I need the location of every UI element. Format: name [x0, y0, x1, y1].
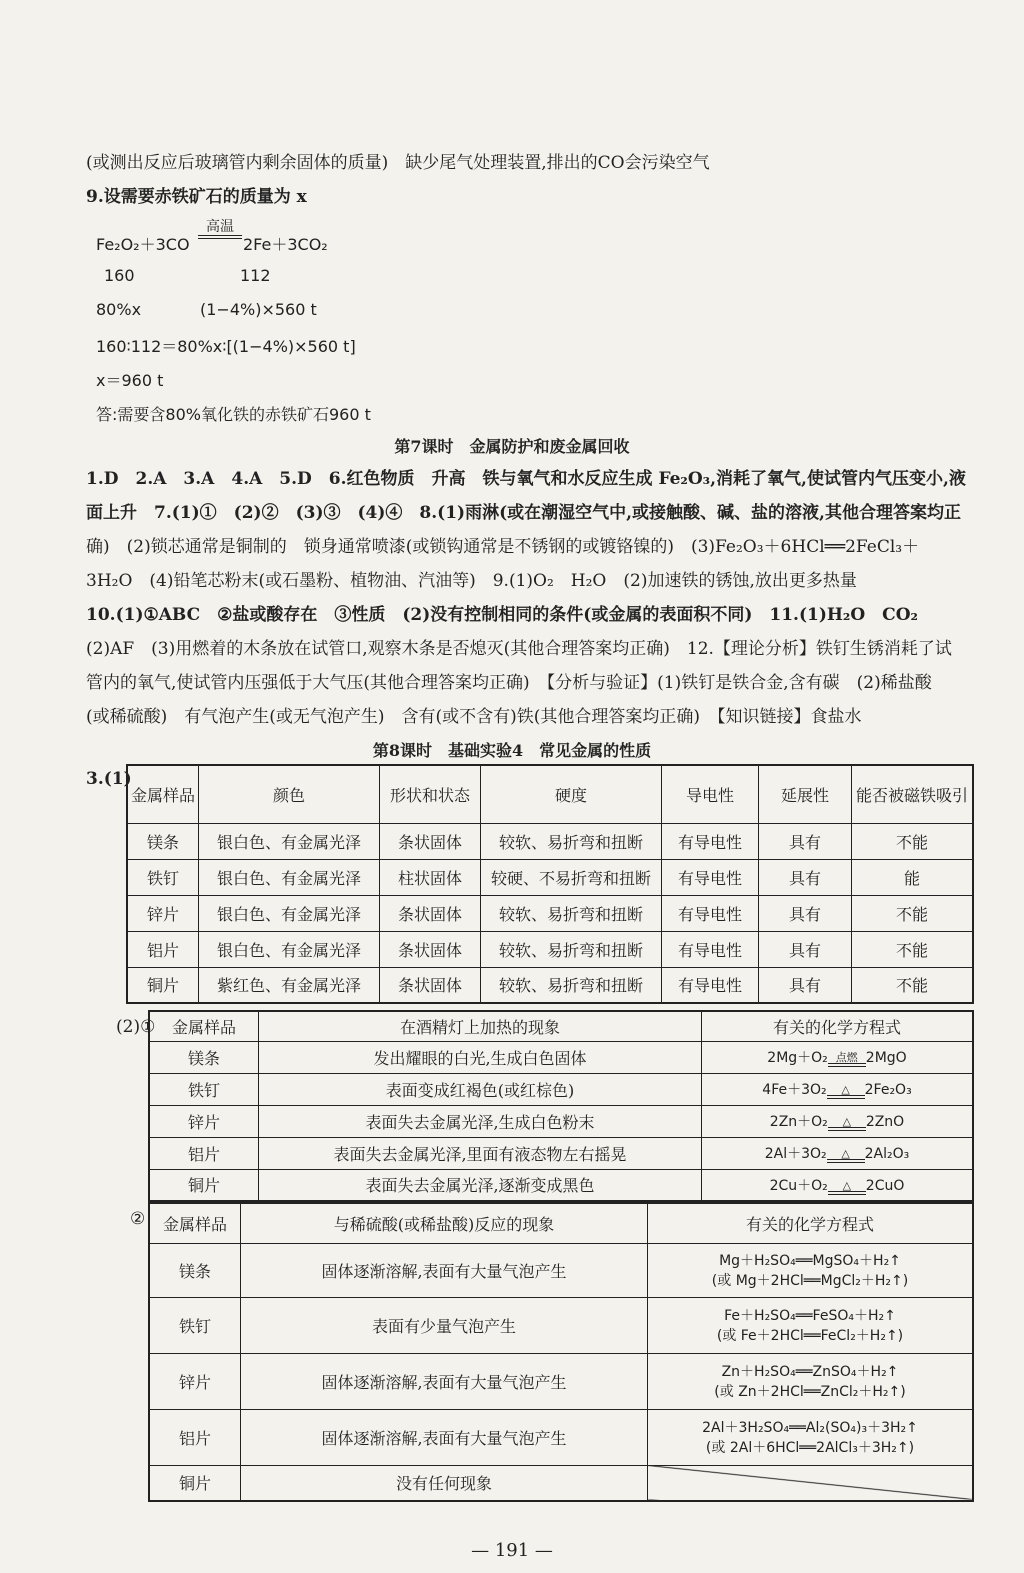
equation-cell: 2Al＋3O₂ △ 2Al₂O₃	[702, 1137, 974, 1169]
table-cell: 镁条	[127, 823, 199, 859]
table-row	[149, 1041, 973, 1073]
lesson-7-line: (2)AF (3)用燃着的木条放在试管口,观察木条是否熄灭(其他合理答案均正确) 12.【理论分析】铁钉生锈消耗了试	[86, 639, 952, 659]
table-row	[149, 1297, 973, 1353]
lesson-7-line: 10.(1)①ABC ②盐或酸存在 ③性质 (2)没有控制相同的条件(或金属的表面积不同) 11.(1)H₂O CO₂	[86, 605, 918, 625]
table-header: 金属样品	[127, 765, 199, 823]
ratio-equation: 160∶112＝80%x∶[(1−4%)×560 t]	[96, 337, 356, 356]
acid-reaction-table	[148, 1202, 974, 1502]
table-row	[149, 1137, 973, 1169]
table-cell: 条状固体	[380, 967, 481, 1003]
table-cell: 银白色、有金属光泽	[199, 931, 380, 967]
table-cell: 发出耀眼的白光,生成白色固体	[259, 1041, 702, 1073]
table-cell: 没有任何现象	[241, 1465, 648, 1501]
table-row	[149, 1073, 973, 1105]
heating-table	[148, 1010, 974, 1202]
table-cell: 表面有少量气泡产生	[241, 1297, 648, 1353]
table-header: 金属样品	[149, 1203, 241, 1243]
table-cell: 铜片	[149, 1465, 241, 1501]
table-cell: 镁条	[149, 1243, 241, 1297]
lesson-7-line: 确) (2)锁芯通常是铜制的 锁身通常喷漆(或锁钩通常是不锈钢的或镀铬镍的) (3)Fe₂O₃＋6HCl══2FeCl₃＋	[86, 537, 920, 557]
equation-cell: 2Zn＋O₂ △ 2ZnO	[702, 1105, 974, 1137]
table-header: 颜色	[199, 765, 380, 823]
table-cell: 具有	[759, 895, 852, 931]
empty-slash-cell	[648, 1465, 974, 1501]
table-header: 延展性	[759, 765, 852, 823]
table-header: 硬度	[481, 765, 662, 823]
table-row	[149, 1243, 973, 1297]
table-cell: 固体逐渐溶解,表面有大量气泡产生	[241, 1409, 648, 1465]
table-cell: 条状固体	[380, 823, 481, 859]
table-cell: 条状固体	[380, 895, 481, 931]
table-cell: 有导电性	[662, 931, 759, 967]
table-header: 有关的化学方程式	[648, 1203, 974, 1243]
page-number: — 191 —	[471, 1540, 553, 1561]
table-cell: 银白色、有金属光泽	[199, 823, 380, 859]
table-cell: 有导电性	[662, 895, 759, 931]
question-2b-label: ②	[130, 1209, 146, 1229]
reaction-condition: 高温	[198, 220, 242, 239]
table-cell: 铁钉	[127, 859, 199, 895]
table-cell: 有导电性	[662, 859, 759, 895]
table-cell: 铜片	[127, 967, 199, 1003]
table-cell: 不能	[852, 967, 974, 1003]
table-cell: 铁钉	[149, 1297, 241, 1353]
table-row	[127, 931, 973, 967]
table-cell: 较软、易折弯和扭断	[481, 931, 662, 967]
table-row	[149, 1169, 973, 1201]
result: x＝960 t	[96, 371, 164, 390]
table-cell: 柱状固体	[380, 859, 481, 895]
table-row	[149, 1465, 973, 1501]
table-cell: 具有	[759, 859, 852, 895]
table-cell: 不能	[852, 823, 974, 859]
equation-cell: 2Al＋3H₂SO₄══Al₂(SO₄)₃＋3H₂↑ (或 2Al＋6HCl══2AlCl₃＋3H₂↑)	[648, 1409, 974, 1465]
table-cell: 铝片	[149, 1409, 241, 1465]
lesson-7-line: 1.D 2.A 3.A 4.A 5.D 6.红色物质 升高 铁与氧气和水反应生成 Fe₂O₃,消耗了氧气,使试管内气压变小,液	[86, 469, 966, 489]
table-cell: 铜片	[149, 1169, 259, 1201]
table-cell: 能	[852, 859, 974, 895]
table-cell: 铝片	[149, 1137, 259, 1169]
table-header: 金属样品	[149, 1011, 259, 1041]
table-cell: 表面失去金属光泽,逐渐变成黑色	[259, 1169, 702, 1201]
lesson-7-title: 第7课时 金属防护和废金属回收	[394, 437, 630, 456]
table-cell: 表面失去金属光泽,里面有液态物左右摇晃	[259, 1137, 702, 1169]
equation-right: 2Fe＋3CO₂	[243, 235, 328, 254]
table-header: 有关的化学方程式	[702, 1011, 974, 1041]
table-cell: 表面失去金属光泽,生成白色粉末	[259, 1105, 702, 1137]
equation-cell: Zn＋H₂SO₄══ZnSO₄＋H₂↑ (或 Zn＋2HCl══ZnCl₂＋H₂↑)	[648, 1353, 974, 1409]
table-row	[127, 895, 973, 931]
equation-cell: Mg＋H₂SO₄══MgSO₄＋H₂↑ (或 Mg＋2HCl══MgCl₂＋H₂↑)	[648, 1243, 974, 1297]
table-cell: 较软、易折弯和扭断	[481, 823, 662, 859]
table-row	[149, 1353, 973, 1409]
table-cell: 较软、易折弯和扭断	[481, 895, 662, 931]
table-cell: 具有	[759, 967, 852, 1003]
table-cell: 不能	[852, 931, 974, 967]
table-row	[149, 1409, 973, 1465]
table-cell: 表面变成红褐色(或红棕色)	[259, 1073, 702, 1105]
properties-table	[126, 764, 974, 1004]
mass-iron: (1−4%)×560 t	[200, 300, 317, 319]
table-cell: 紫红色、有金属光泽	[199, 967, 380, 1003]
table-cell: 有导电性	[662, 967, 759, 1003]
table-cell: 固体逐渐溶解,表面有大量气泡产生	[241, 1243, 648, 1297]
equation-left: Fe₂O₂＋3CO	[96, 235, 190, 254]
molar-mass-2: 112	[240, 266, 271, 285]
table-cell: 较硬、不易折弯和扭断	[481, 859, 662, 895]
table-cell: 镁条	[149, 1041, 259, 1073]
mass-x: 80%x	[96, 300, 142, 319]
table-row	[127, 823, 973, 859]
answer-line-continuation: (或测出反应后玻璃管内剩余固体的质量) 缺少尾气处理装置,排出的CO会污染空气	[86, 153, 710, 173]
table-cell: 锌片	[149, 1105, 259, 1137]
table-cell: 银白色、有金属光泽	[199, 895, 380, 931]
equation-cell: 2Cu＋O₂ △ 2CuO	[702, 1169, 974, 1201]
table-cell: 有导电性	[662, 823, 759, 859]
table-cell: 不能	[852, 895, 974, 931]
table-cell: 铁钉	[149, 1073, 259, 1105]
question-9-intro: 9.设需要赤铁矿石的质量为 x	[86, 187, 307, 207]
equation-cell: 2Mg＋O₂ 点燃 2MgO	[702, 1041, 974, 1073]
table-header: 形状和状态	[380, 765, 481, 823]
table-row	[149, 1105, 973, 1137]
lesson-8-title: 第8课时 基础实验4 常见金属的性质	[372, 741, 652, 760]
question-3-label: 3.(1)	[86, 769, 132, 789]
table-header: 导电性	[662, 765, 759, 823]
table-cell: 具有	[759, 931, 852, 967]
table-header: 能否被磁铁吸引	[852, 765, 974, 823]
table-cell: 条状固体	[380, 931, 481, 967]
table-row	[127, 967, 973, 1003]
equation-cell: 4Fe＋3O₂ △ 2Fe₂O₃	[702, 1073, 974, 1105]
table-cell: 较软、易折弯和扭断	[481, 967, 662, 1003]
equation-cell: Fe＋H₂SO₄══FeSO₄＋H₂↑ (或 Fe＋2HCl══FeCl₂＋H₂↑)	[648, 1297, 974, 1353]
table-cell: 具有	[759, 823, 852, 859]
table-cell: 银白色、有金属光泽	[199, 859, 380, 895]
lesson-7-line: 管内的氧气,使试管内压强低于大气压(其他合理答案均正确) 【分析与验证】(1)铁钉是铁合金,含有碳 (2)稀盐酸	[86, 673, 932, 693]
question-2-label: (2)①	[116, 1017, 156, 1037]
table-row	[127, 859, 973, 895]
table-header: 在酒精灯上加热的现象	[259, 1011, 702, 1041]
table-cell: 锌片	[149, 1353, 241, 1409]
lesson-7-line: 3H₂O (4)铅笔芯粉末(或石墨粉、植物油、汽油等) 9.(1)O₂ H₂O (2)加速铁的锈蚀,放出更多热量	[86, 571, 857, 591]
table-cell: 固体逐渐溶解,表面有大量气泡产生	[241, 1353, 648, 1409]
table-cell: 铝片	[127, 931, 199, 967]
molar-mass-1: 160	[104, 266, 135, 285]
table-cell: 锌片	[127, 895, 199, 931]
lesson-7-line: (或稀硫酸) 有气泡产生(或无气泡产生) 含有(或不含有)铁(其他合理答案均正确) 【知识链接】食盐水	[86, 707, 862, 727]
final-answer: 答:需要含80%氧化铁的赤铁矿石960 t	[96, 405, 371, 424]
table-header: 与稀硫酸(或稀盐酸)反应的现象	[241, 1203, 648, 1243]
lesson-7-line: 面上升 7.(1)① (2)② (3)③ (4)④ 8.(1)雨淋(或在潮湿空气中,或接触酸、碱、盐的溶液,其他合理答案均正	[86, 503, 961, 523]
